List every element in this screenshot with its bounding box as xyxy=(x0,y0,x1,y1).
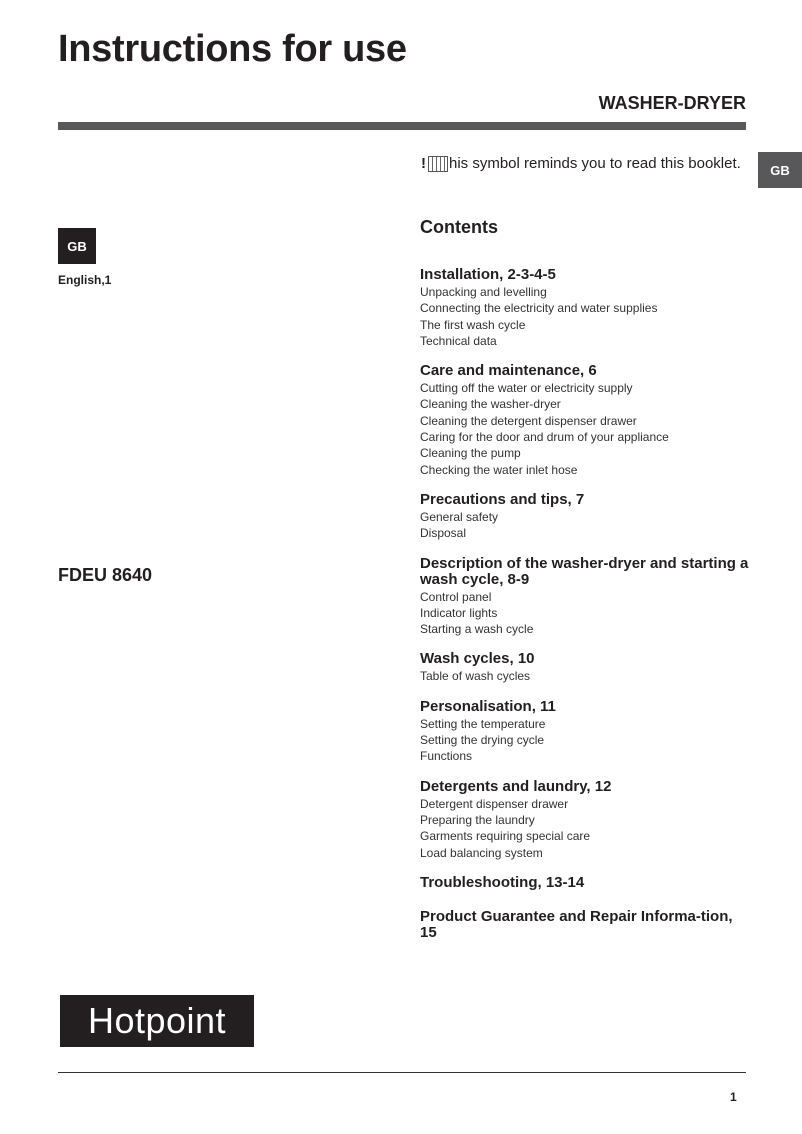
toc-section-title: Detergents and laundry, 12 xyxy=(420,777,612,795)
toc-item: Connecting the electricity and water supplies xyxy=(420,301,658,316)
toc-item: Setting the drying cycle xyxy=(420,733,545,748)
page-number: 1 xyxy=(730,1090,737,1104)
read-booklet-notice xyxy=(421,155,741,172)
toc-section-title: Installation, 2-3-4-5 xyxy=(420,266,556,283)
toc-item: Checking the water inlet hose xyxy=(420,462,578,477)
language-badge: GB xyxy=(58,228,96,264)
toc-item: Caring for the door and drum of your appliance xyxy=(420,430,669,445)
toc-item: Functions xyxy=(420,749,473,764)
toc-section xyxy=(420,699,750,765)
toc-section-title: Wash cycles, 10 xyxy=(420,650,535,668)
toc-item: Table of wash cycles xyxy=(420,669,531,684)
table-of-contents xyxy=(420,267,750,955)
toc-section-title: Product Guarantee and Repair Informa-tion, 15 xyxy=(420,907,733,941)
warning-icon: ! xyxy=(421,155,426,172)
language-tab: GB xyxy=(758,152,802,188)
notice-text: his symbol reminds you to read this booklet. xyxy=(449,155,741,172)
toc-section xyxy=(420,363,750,478)
toc-section-title: Troubleshooting, 13-14 xyxy=(420,873,585,891)
toc-section xyxy=(420,779,750,861)
toc-section xyxy=(420,909,750,941)
page-title: Instructions for use xyxy=(58,28,407,70)
toc-item: Garments requiring special care xyxy=(420,829,591,844)
model-number: FDEU 8640 xyxy=(58,565,153,585)
toc-item: Control panel xyxy=(420,589,492,604)
toc-item: Unpacking and levelling xyxy=(420,285,547,299)
toc-item: Detergent dispenser drawer xyxy=(420,796,569,811)
toc-item: Technical data xyxy=(420,333,497,348)
toc-section-title: Care and maintenance, 6 xyxy=(420,362,597,380)
book-icon xyxy=(428,156,448,172)
toc-section-title: Description of the washer-dryer and starting a wash cycle, 8-9 xyxy=(420,554,749,588)
brand-name: Hotpoint xyxy=(87,1000,227,1041)
toc-section xyxy=(420,492,750,542)
toc-item: The first wash cycle xyxy=(420,317,526,332)
toc-item: Disposal xyxy=(420,526,467,541)
toc-item: Cleaning the washer-dryer xyxy=(420,397,561,412)
header-divider xyxy=(58,122,746,130)
toc-item: Cutting off the water or electricity supply xyxy=(420,381,633,396)
toc-section-title: Precautions and tips, 7 xyxy=(420,490,585,508)
toc-item: Cleaning the pump xyxy=(420,446,521,461)
toc-section-title: Personalisation, 11 xyxy=(420,697,556,715)
toc-section xyxy=(420,556,750,638)
toc-item: Indicator lights xyxy=(420,605,498,620)
toc-section xyxy=(420,875,750,891)
toc-item: Starting a wash cycle xyxy=(420,622,534,637)
toc-item: Preparing the laundry xyxy=(420,812,535,827)
footer-divider xyxy=(58,1072,746,1073)
toc-item: Setting the temperature xyxy=(420,716,546,731)
toc-item: Load balancing system xyxy=(420,845,543,860)
toc-item: Cleaning the detergent dispenser drawer xyxy=(420,413,637,428)
language-label: English,1 xyxy=(58,273,112,287)
toc-section xyxy=(420,651,750,684)
hotpoint-logo xyxy=(60,995,254,1047)
toc-item: General safety xyxy=(420,509,499,524)
toc-section xyxy=(420,267,750,349)
product-type: WASHER-DRYER xyxy=(598,93,746,113)
contents-heading: Contents xyxy=(420,217,498,237)
